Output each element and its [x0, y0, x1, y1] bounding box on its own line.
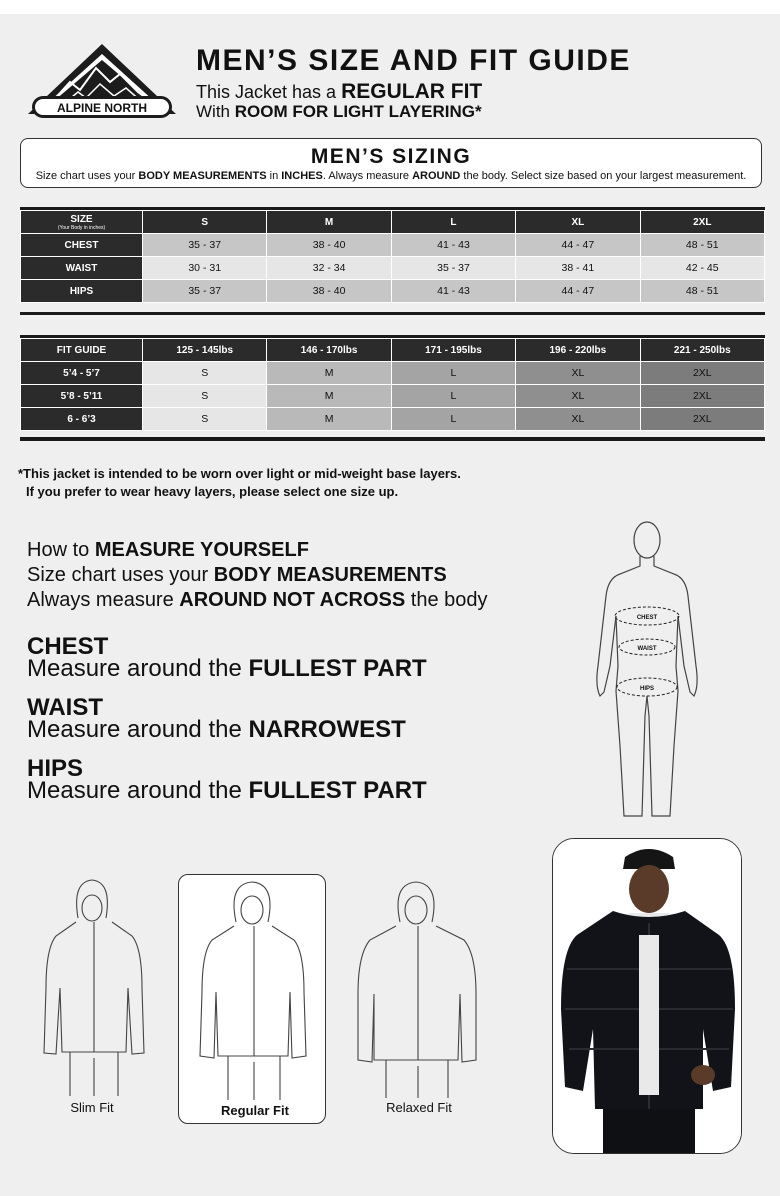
size-col-m: M — [267, 211, 391, 234]
table-cell: 48 - 51 — [640, 234, 764, 257]
table-cell: 48 - 51 — [640, 280, 764, 303]
table-cell: 38 - 40 — [267, 234, 391, 257]
size-col-s: S — [143, 211, 267, 234]
hips-instruction: Measure around the FULLEST PART — [27, 777, 427, 804]
table-cell: S — [143, 408, 267, 431]
regular-fit-jacket-figure — [198, 880, 310, 1102]
table-cell: 2XL — [640, 385, 764, 408]
size-corner: SIZE (Your Body in inches) — [21, 211, 143, 234]
fit-col-4: 196 - 220lbs — [516, 339, 640, 362]
table-cell: 2XL — [640, 408, 764, 431]
sizing-heading: MEN’S SIZING — [310, 145, 472, 168]
table-cell: 2XL — [640, 362, 764, 385]
model-jacket-image — [553, 839, 741, 1153]
size-up-note: If you prefer to wear heavy layers, please select one size up. — [26, 484, 399, 499]
table-cell: M — [267, 362, 391, 385]
chest-heading: CHEST — [27, 633, 109, 660]
table-cell: XL — [516, 362, 640, 385]
table-row — [21, 234, 765, 257]
table-row — [21, 257, 765, 280]
table-row — [21, 280, 765, 303]
row-label-chest: CHEST — [21, 234, 143, 257]
model-photo — [552, 838, 742, 1154]
table-cell: 30 - 31 — [143, 257, 267, 280]
size-table — [20, 210, 765, 303]
table-cell: 38 - 40 — [267, 280, 391, 303]
measure-around-note: Always measure AROUND NOT ACROSS the body — [27, 589, 488, 611]
body-label-waist: WAIST — [637, 646, 657, 652]
measure-chart-note: Size chart uses your BODY MEASUREMENTS — [27, 564, 447, 586]
waist-instruction: Measure around the NARROWEST — [27, 716, 406, 743]
size-col-xl: XL — [516, 211, 640, 234]
fit-row-label: 5’8 - 5’11 — [21, 385, 143, 408]
layering-note: *This jacket is intended to be worn over light or mid-weight base layers. — [18, 466, 461, 481]
fit-table-header — [21, 339, 765, 362]
sizing-description: Size chart uses your BODY MEASUREMENTS in INCHES. Always measure AROUND the body. Select size based on your largest measurement. — [35, 170, 747, 182]
table-cell: 44 - 47 — [516, 234, 640, 257]
measure-intro: How to MEASURE YOURSELF — [27, 539, 309, 561]
page-title: MEN’S SIZE AND FIT GUIDE — [196, 44, 631, 77]
fit-row-label: 6 - 6’3 — [21, 408, 143, 431]
table-cell: M — [267, 385, 391, 408]
fit-row-label: 5’4 - 5’7 — [21, 362, 143, 385]
size-col-2xl: 2XL — [640, 211, 764, 234]
row-label-hips: HIPS — [21, 280, 143, 303]
body-measurement-figure — [590, 516, 705, 826]
fit-corner: FIT GUIDE — [21, 339, 143, 362]
table-cell: 35 - 37 — [143, 280, 267, 303]
table-cell: L — [391, 385, 515, 408]
relaxed-fit-jacket-figure — [356, 880, 478, 1100]
table-row — [21, 408, 765, 431]
table-cell: S — [143, 385, 267, 408]
fit-col-3: 171 - 195lbs — [391, 339, 515, 362]
waist-heading: WAIST — [27, 694, 103, 721]
table-cell: 42 - 45 — [640, 257, 764, 280]
table-row — [21, 362, 765, 385]
brand-logo — [26, 42, 178, 120]
slim-fit-label: Slim Fit — [70, 1100, 114, 1115]
table-row — [21, 385, 765, 408]
top-band — [0, 0, 780, 14]
body-label-chest: CHEST — [636, 615, 658, 621]
row-label-waist: WAIST — [21, 257, 143, 280]
table-cell: 32 - 34 — [267, 257, 391, 280]
fit-col-5: 221 - 250lbs — [640, 339, 764, 362]
table-cell: XL — [516, 408, 640, 431]
table-cell: 38 - 41 — [516, 257, 640, 280]
table-cell: L — [391, 362, 515, 385]
table-cell: S — [143, 362, 267, 385]
fit-subtitle: This Jacket has a REGULAR FIT — [196, 80, 483, 103]
sizing-banner — [20, 138, 762, 188]
fit-col-1: 125 - 145lbs — [143, 339, 267, 362]
hips-heading: HIPS — [27, 755, 84, 782]
chest-instruction: Measure around the FULLEST PART — [27, 655, 427, 682]
relaxed-fit-label: Relaxed Fit — [386, 1100, 452, 1115]
body-label-hips: HIPS — [639, 686, 655, 692]
layering-subtitle: With ROOM FOR LIGHT LAYERING* — [196, 102, 482, 121]
table-bottom-bar — [20, 312, 765, 315]
table-cell: 35 - 37 — [391, 257, 515, 280]
fit-guide-table — [20, 338, 765, 431]
size-col-l: L — [391, 211, 515, 234]
size-table-header — [21, 211, 765, 234]
fit-col-2: 146 - 170lbs — [267, 339, 391, 362]
table-cell: 41 - 43 — [391, 280, 515, 303]
table-cell: M — [267, 408, 391, 431]
table-cell: L — [391, 408, 515, 431]
table-cell: 41 - 43 — [391, 234, 515, 257]
brand-name: ALPINE NORTH — [57, 101, 147, 115]
table-cell: 44 - 47 — [516, 280, 640, 303]
table-cell: XL — [516, 385, 640, 408]
fit-table-bottom-bar — [20, 437, 765, 441]
slim-fit-jacket-figure — [40, 878, 148, 1098]
table-cell: 35 - 37 — [143, 234, 267, 257]
regular-fit-label: Regular Fit — [221, 1103, 289, 1118]
